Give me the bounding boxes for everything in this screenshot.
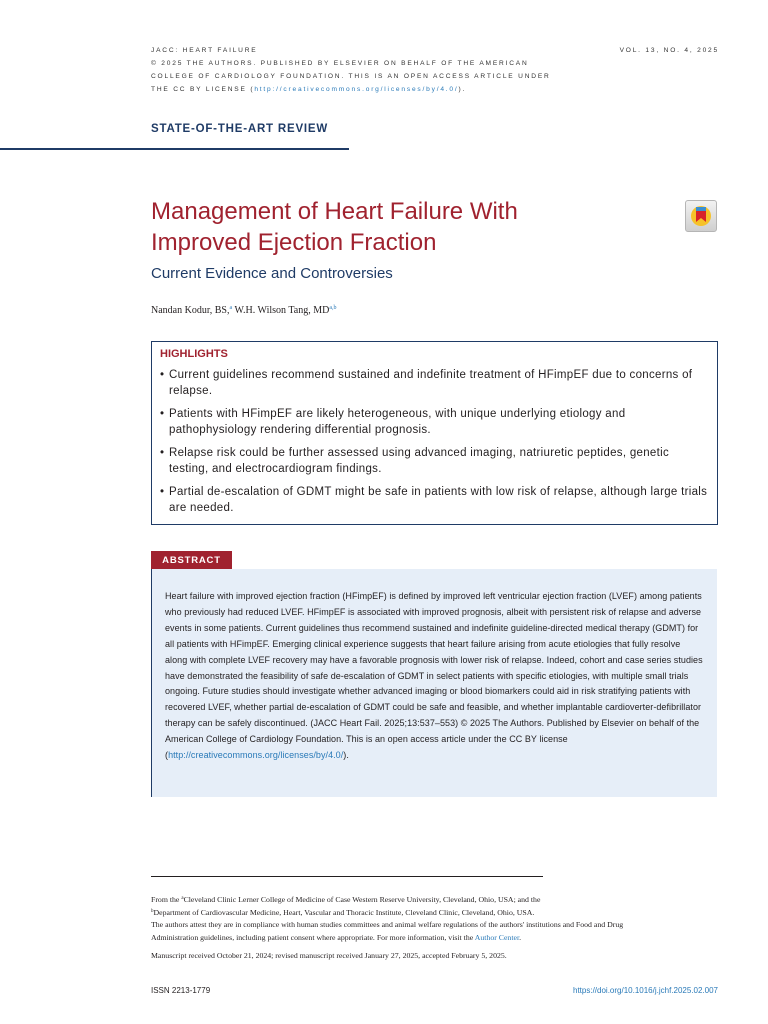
compliance-text: The authors attest they are in compliance with human studies committees and animal welfare regulations of the authors' institutions and Food and Drug Administration guidelines, including patient consent where appropriate. For more information, visit the [151, 920, 624, 942]
affiliation-b-text: Department of Cardiovascular Medicine, Heart, Vascular and Thoracic Institute, Cleveland Clinic, Cleveland, Ohio, USA. [153, 908, 535, 918]
article-subtitle: Current Evidence and Controversies [151, 265, 393, 282]
compliance-note [151, 919, 641, 943]
doi-link[interactable]: https://doi.org/10.1016/j.jchf.2025.02.007 [573, 986, 718, 995]
copyright-line-1: © 2025 THE AUTHORS. PUBLISHED BY ELSEVIER ON BEHALF OF THE AMERICAN [151, 60, 529, 67]
abstract-box [151, 569, 717, 797]
abstract-label: ABSTRACT [151, 551, 232, 569]
highlight-item: • Patients with HFimpEF are likely heterogeneous, with unique underlying etiology and pathophysiology rendering differential prognosis. [160, 407, 709, 438]
highlight-item: • Relapse risk could be further assessed using advanced imaging, natriuretic peptides, genetic testing, and electrocardiogram findings. [160, 446, 709, 477]
manuscript-dates: Manuscript received October 21, 2024; revised manuscript received January 27, 2025, accepted February 5, 2025. [151, 950, 507, 960]
abstract-body: Heart failure with improved ejection fraction (HFimpEF) is defined by improved left ventricular ejection fraction (LVEF) among patients who previously had reduced LVEF. HFimpEF is associated with improved prognosis, albeit with persistent risk of relapse and adverse events in some patients. Current guidelines thus recommend sustained and indefinite guideline-directed medical therapy (GDMT) for all patients with HFimpEF. Emerging clinical experience suggests that heart failure arising from acute etiologies that fully resolve along with complete LVEF recovery may have a favorable prognosis with lower risk of relapse. Indeed, cohort and case series studies have demonstrated the feasibility of safe de-escalation of GDMT in select patients with specific etiologies, with multiple small trials ongoing. Future studies should investigate whether advanced imaging or blood biomarkers could aid in risk stratifying patients with recovered LVEF, whether partial de-escalation of GDMT could be safe and feasible, and whether implantable cardioverter-defibrillator therapy can be safely discontinued. (JACC Heart Fail. 2025;13:537–553) © 2025 The Authors. Published by Elsevier on behalf of the American College of Cardiology Foundation. This is an open access article under the CC BY license ( [165, 591, 703, 761]
author-tang: W.H. Wilson Tang, MD [232, 305, 330, 316]
article-title [151, 196, 671, 258]
article-type-label: STATE-OF-THE-ART REVIEW [151, 123, 329, 135]
highlight-item: • Partial de-escalation of GDMT might be safe in patients with low risk of relapse, although large trials are needed. [160, 485, 709, 516]
copyright-line-3-end: ). [458, 86, 467, 93]
abstract-license-link[interactable]: http://creativecommons.org/licenses/by/4.0/ [168, 750, 344, 761]
author-center-link[interactable]: Author Center [474, 932, 520, 942]
title-line-2: Improved Ejection Fraction [151, 229, 437, 256]
volume-info: VOL. 13, NO. 4, 2025 [619, 47, 719, 54]
author-kodur: Nandan Kodur, BS, [151, 305, 230, 316]
affiliation-ref-a[interactable]: a [229, 305, 233, 311]
issn: ISSN 2213-1779 [151, 986, 211, 995]
license-link[interactable]: http://creativecommons.org/licenses/by/4.0/ [254, 86, 459, 93]
running-header [151, 44, 719, 96]
affiliations-note [151, 893, 641, 919]
affiliation-a-text: Cleveland Clinic Lerner College of Medicine of Case Western Reserve University, Cleveland, Ohio, USA; and the [183, 895, 541, 904]
journal-name: JACC: HEART FAILURE [151, 47, 258, 54]
crossmark-icon[interactable] [685, 200, 717, 232]
highlights-box [151, 341, 718, 525]
highlights-heading: HIGHLIGHTS [160, 348, 228, 360]
affiliations-from: From the [151, 895, 182, 904]
affiliation-b-marker: b [151, 909, 154, 915]
highlights-list [160, 368, 709, 516]
abstract-text [165, 589, 705, 764]
compliance-end: . [519, 932, 522, 942]
author-list [151, 305, 336, 316]
copyright-line-3-text: THE CC BY LICENSE ( [151, 86, 255, 93]
copyright-line-3 [151, 83, 719, 96]
section-divider [0, 148, 349, 150]
copyright-line-2: COLLEGE OF CARDIOLOGY FOUNDATION. THIS IS AN OPEN ACCESS ARTICLE UNDER [151, 73, 551, 80]
affiliation-a-marker: a [181, 896, 184, 901]
highlight-item: • Current guidelines recommend sustained and indefinite treatment of HFimpEF due to concerns of relapse. [160, 368, 709, 399]
title-line-1: Management of Heart Failure With [151, 198, 518, 225]
footnotes [151, 893, 641, 962]
footnote-divider [151, 876, 543, 877]
affiliation-ref-ab[interactable]: a,b [329, 305, 337, 311]
abstract-end: ). [343, 750, 349, 761]
